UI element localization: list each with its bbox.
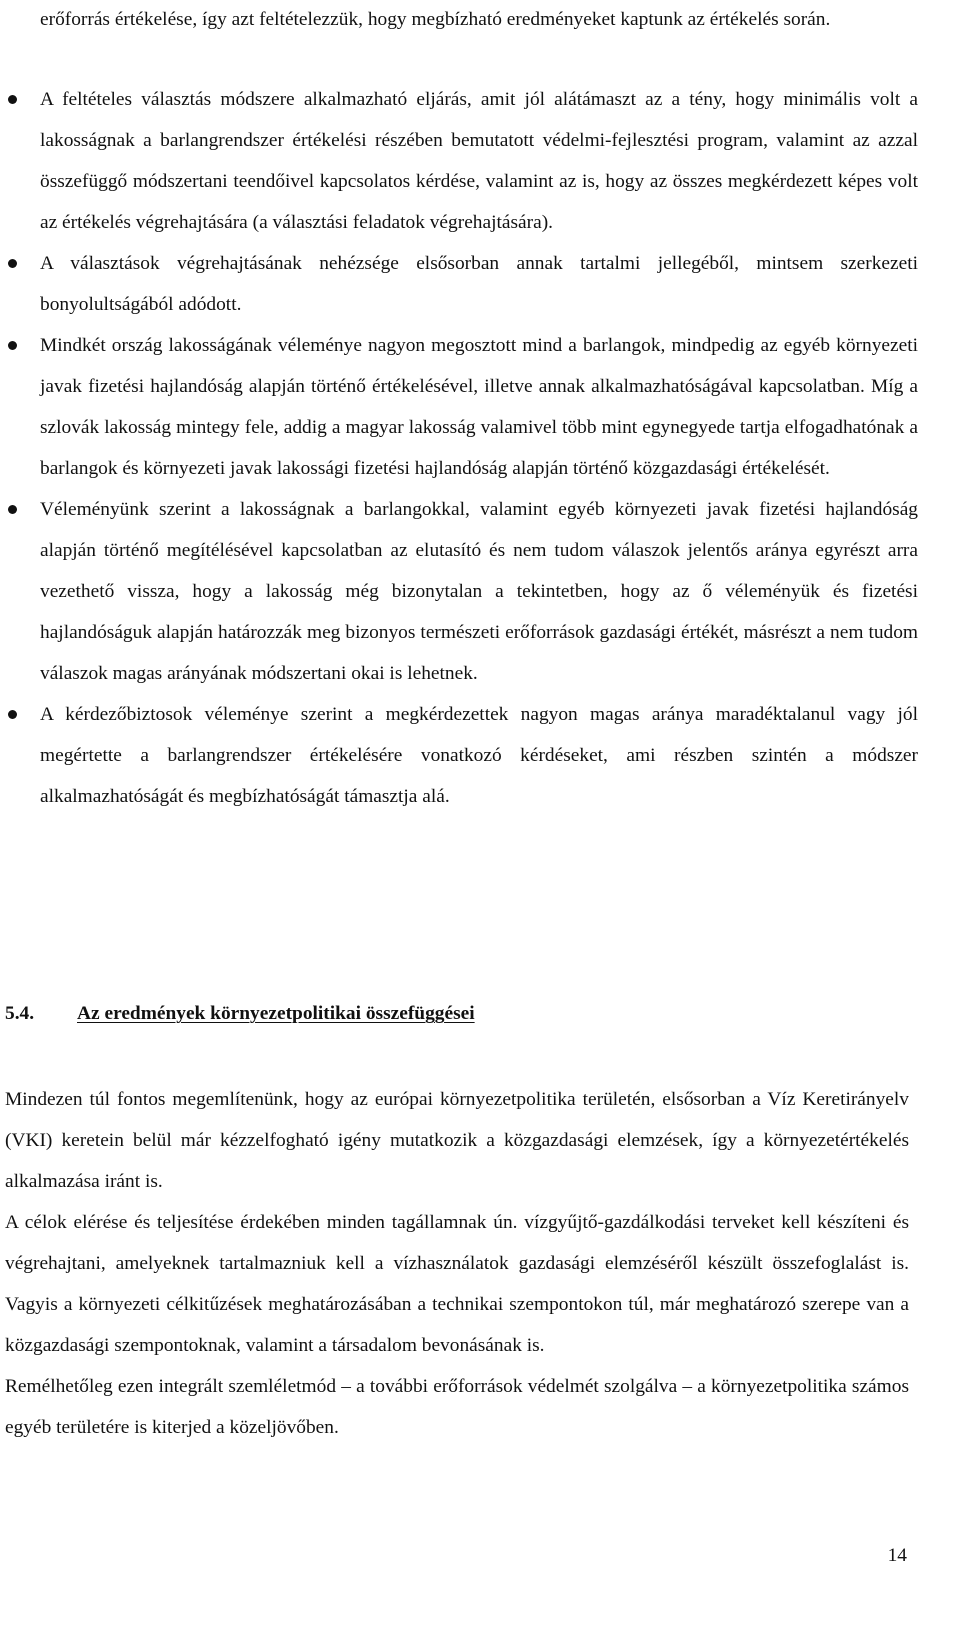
body-paragraph: Mindezen túl fontos megemlítenünk, hogy az európai környezetpolitika területén, elsősorban a Víz Keretirányelv (VKI) keretein belül már kézzelfogható igény mutatkozik a közgazdasági elemzések, így a környezetértékelés alkalmazása iránt is. <box>5 1089 909 1192</box>
bullet-item <box>0 694 918 817</box>
page-number: 14 <box>887 1545 907 1566</box>
bullet-dot-icon <box>8 710 17 719</box>
bullet-item <box>0 489 918 694</box>
continuation-paragraph: erőforrás értékelése, így azt feltételezzük, hogy megbízható eredményeket kaptunk az értékelés során. <box>40 9 831 30</box>
bullet-text: Véleményünk szerint a lakosságnak a barlangokkal, valamint egyéb környezeti javak fizetési hajlandóság alapján történő megítélésével kapcsolatban az elutasító és nem tudom válaszok jelentős aránya egyrészt arra vezethető vissza, hogy a lakosság még bizonytalan a tekintetben, hogy az ő véleményük és fizetési hajlandóságuk alapján határozzák meg bizonyos természeti erőforrások gazdasági értékét, másrészt a nem tudom válaszok magas arányának módszertani okai is lehetnek. <box>40 499 918 684</box>
bullet-dot-icon <box>8 259 17 268</box>
bullet-text: Mindkét ország lakosságának véleménye nagyon megosztott mind a barlangok, mindpedig az egyéb környezeti javak fizetési hajlandóság alapján történő értékelésével, illetve annak alkalmazhatóságával kapcsolatban. Míg a szlovák lakosság mintegy fele, addig a magyar lakosság valamivel több mint egynegyede tartja elfogadhatónak a barlangok és környezeti javak lakossági fizetési hajlandóság alapján történő közgazdasági értékelését. <box>40 335 918 479</box>
bullet-dot-icon <box>8 95 17 104</box>
bullet-dot-icon <box>8 341 17 350</box>
body-paragraph: Remélhetőleg ezen integrált szemléletmód – a további erőforrások védelmét szolgálva – a környezetpolitika számos egyéb területére is kiterjed a közeljövőben. <box>5 1376 909 1438</box>
bullet-dot-icon <box>8 505 17 514</box>
bullet-item <box>0 325 918 489</box>
body-paragraph: A célok elérése és teljesítése érdekében minden tagállamnak ún. vízgyűjtő-gazdálkodási terveket kell készíteni és végrehajtani, amelyeknek tartalmazniuk kell a vízhasználatok gazdasági elemzéséről készült összefoglalást is. Vagyis a környezeti célkitűzések meghatározásában a technikai szempontokon túl, már meghatározó szerepe van a közgazdasági szempontoknak, valamint a társadalom bevonásának is. <box>5 1212 909 1356</box>
bullet-text: A választások végrehajtásának nehézsége elsősorban annak tartalmi jellegéből, mintsem szerkezeti bonyolultságából adódott. <box>40 253 918 315</box>
section-heading <box>5 1000 475 1028</box>
bullet-text: A feltételes választás módszere alkalmazható eljárás, amit jól alátámaszt az a tény, hogy minimális volt a lakosságnak a barlangrendszer értékelési részében bemutatott védelmi-fejlesztési program, valamint az azzal összefüggő módszertani teendőivel kapcsolatos kérdése, valamint az is, hogy az összes megkérdezett képes volt az értékelés végrehajtására (a választási feladatok végrehajtására). <box>40 89 918 233</box>
section-body <box>5 1079 909 1448</box>
bullet-item <box>0 79 918 243</box>
bullet-item <box>0 243 918 325</box>
section-number: 5.4. <box>5 1003 35 1024</box>
bullet-text: A kérdezőbiztosok véleménye szerint a megkérdezettek nagyon magas aránya maradéktalanul vagy jól megértette a barlangrendszer értékelésére vonatkozó kérdéseket, ami részben szintén a módszer alkalmazhatóságát és megbízhatóságát támasztja alá. <box>40 704 918 807</box>
section-title: Az eredmények környezetpolitikai összefüggései <box>77 1003 475 1024</box>
conclusion-bullet-list <box>0 79 918 817</box>
